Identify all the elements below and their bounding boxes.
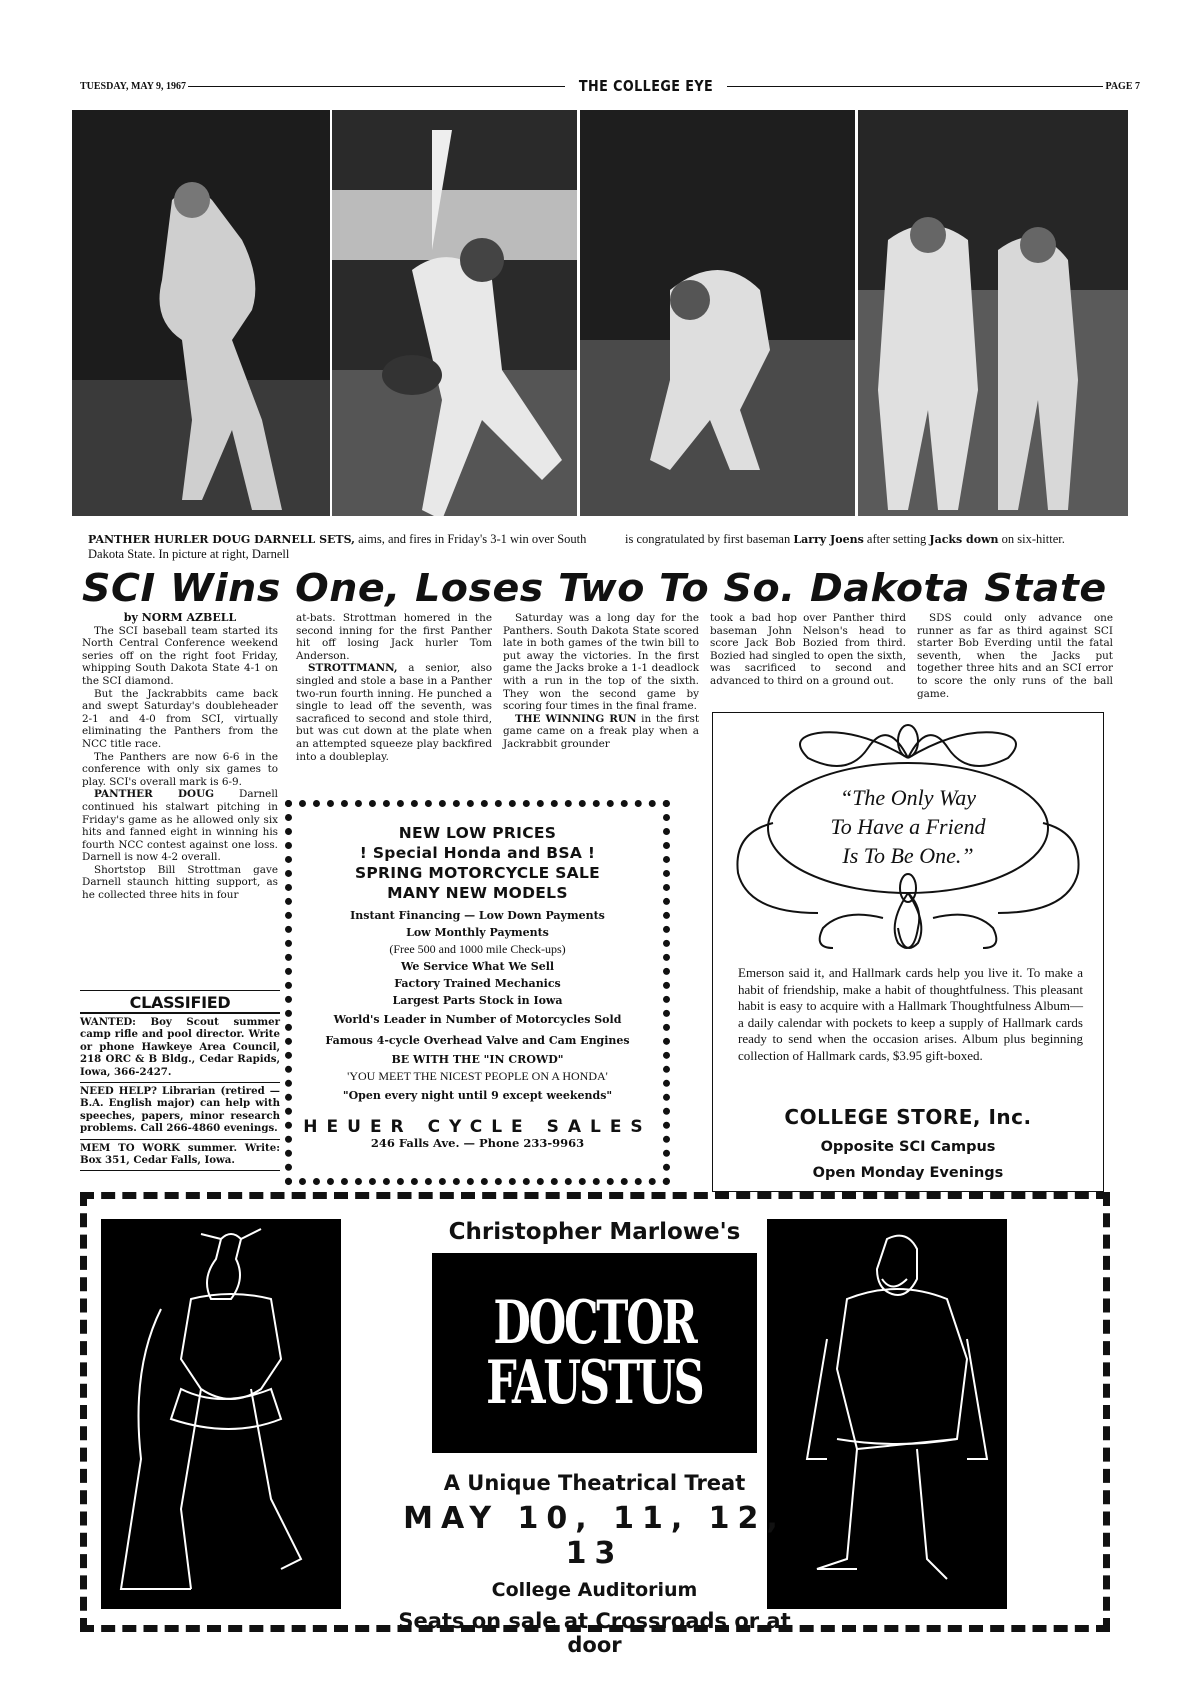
ad-line: BE WITH THE "IN CROWD" [391, 1053, 564, 1066]
ad-line: Factory Trained Mechanics [394, 977, 561, 990]
classified-ad: NEED HELP? Librarian (retired — B.A. English major) can help with speeches, papers, minor research problems. Call 266-4860 evenings. [80, 1083, 280, 1140]
ad-line: (Free 500 and 1000 mile Check-ups) [389, 942, 566, 956]
author-name: Christopher Marlowe's [448, 1219, 741, 1245]
paragraph: took a bad hop over Panther third baseman John Nelson's head to score Jack Bob Bozied from third. Bozied had singled to open the sixth, was sacrificed to second and advanced to third on a ground out. [710, 612, 906, 687]
caption-name: Larry Joens [793, 533, 864, 546]
byline: by NORM AZBELL [123, 611, 237, 624]
play-title-line: FAUSTUS [486, 1348, 703, 1418]
dealer-name: HEUER CYCLE SALES [303, 1117, 652, 1137]
hallmark-advertisement [712, 712, 1104, 1192]
ad-slogan: 'YOU MEET THE NICEST PEOPLE ON A HONDA' [347, 1069, 608, 1083]
hallmark-quote [713, 783, 1103, 870]
quote-line: “The Only Way [839, 785, 977, 810]
article-column-5 [917, 612, 1113, 700]
paragraph [503, 713, 699, 751]
ad-line: Low Monthly Payments [406, 926, 549, 939]
paragraph: Saturday was a long day for the Panthers. South Dakota State scored late in both games of the twin bill to put away the victories. In the first game the Jacks broke a 1-1 deadlock with a run in the top of the sixth. They won the second game by scoring four times in the final frame. [503, 612, 699, 713]
masthead-rule [188, 86, 565, 87]
ad-line: We Service What We Sell [400, 960, 555, 973]
classified-title: CLASSIFIED [80, 990, 280, 1014]
caption-name: Jacks down [929, 533, 999, 546]
caption-text: on six-hitter. [998, 532, 1065, 546]
ad-headline: SPRING MOTORCYCLE SALE [354, 864, 601, 882]
newspaper-title: THE COLLEGE EYE [578, 77, 713, 95]
paragraph-text: a senior, also singled and stole a base in a Panther two-run fourth inning. He punched a single to lead off the seventh, was sacraficed to second and stole third, but was cut down at the plate when an attempted squeeze play backfired into a doubleplay. [296, 662, 492, 763]
ad-line: Largest Parts Stock in Iowa [392, 994, 563, 1007]
ad-hours: "Open every night until 9 except weekends" [342, 1089, 613, 1102]
masthead [80, 77, 1140, 95]
dealer-address: 246 Falls Ave. — Phone 233-9963 [370, 1136, 585, 1150]
masthead-rule [727, 86, 1104, 87]
store-name: COLLEGE STORE, Inc. [784, 1105, 1032, 1129]
quote-line: To Have a Friend [830, 814, 986, 839]
article-column-4 [710, 612, 906, 688]
caption-text: is congratulated by first baseman [625, 532, 794, 546]
ad-headline: NEW LOW PRICES [398, 824, 557, 842]
faustus-illustration [767, 1219, 1007, 1609]
classified-ad: MEM TO WORK summer. Write: Box 351, Cedar Falls, Iowa. [80, 1140, 280, 1172]
doctor-faustus-advertisement [80, 1192, 1110, 1657]
paragraph: But the Jackrabbits came back and swept Saturday's doubleheader 2-1 and 4-0 from SCI, virtually eliminating the Panthers from the NCC title race. [82, 687, 278, 750]
paragraph [82, 788, 278, 864]
quote-line: Is To Be One.” [842, 843, 974, 868]
paragraph: The SCI baseball team started its North Central Conference weekend series off on the right foot Friday, whipping South Dakota State 4-1 on the SCI diamond. [82, 624, 278, 687]
ad-headline: ! Special Honda and BSA ! [359, 844, 596, 862]
honda-advertisement [285, 800, 670, 1185]
article-column-2 [296, 612, 492, 763]
paragraph-text: Darnell continued his stalwart pitching in Friday's game as he allowed only six hits and fanned eight in winning his fourth NCC contest against one loss. Darnell is now 4-2 overall. [82, 788, 278, 864]
photo-pitcher-set [72, 110, 330, 516]
store-hours: Open Monday Evenings [812, 1165, 1004, 1181]
hallmark-copy: Emerson said it, and Hallmark cards help you live it. To make a habit of friendship, make a habit of thoughtfulness. This pleasant habit is easy to acquire with a Hallmark Thoughtfulness Album—a daily calendar with pockets to keep a supply of Hallmark cards ready to send when the occasion arises. Album plus beginning collection of Hallmark cards, $3.95 gift-boxed. [738, 965, 1083, 1063]
ticket-info: Seats on sale at Crossroads or at door [398, 1609, 791, 1657]
paragraph [296, 662, 492, 763]
caption-text: aims, and fires in Friday's 3-1 win over South Dakota State. In picture at right, Darnell [88, 532, 587, 561]
faustus-ad-copy [392, 1219, 797, 1657]
article-headline: SCI Wins One, Loses Two To So. Dakota State [82, 566, 1107, 610]
photo-caption-right [625, 532, 1115, 547]
paragraph-lead: STROTTMANN, [308, 662, 398, 675]
paragraph: The Panthers are now 6-6 in the conference with only six games to play. SCI's overall mark is 6-9. [82, 750, 278, 788]
ad-headline: MANY NEW MODELS [387, 884, 568, 902]
play-title-box [432, 1253, 757, 1453]
issue-date: TUESDAY, MAY 9, 1967 [80, 80, 187, 92]
page-number: PAGE 7 [1105, 80, 1141, 92]
ad-line: World's Leader in Number of Motorcycles Sold [333, 1013, 622, 1026]
classified-section [80, 990, 280, 1171]
paragraph-lead: PANTHER DOUG [94, 788, 215, 801]
store-location: Opposite SCI Campus [820, 1139, 996, 1155]
ad-tagline: A Unique Theatrical Treat [443, 1471, 746, 1495]
paragraph: SDS could only advance one runner as far as third against SCI starter Bob Everding until the fatal seventh, when the Jacks put together three hits and an SCI error to score the only runs of the ball game. [917, 612, 1113, 700]
paragraph: at-bats. Strottman homered in the second inning for the first Panther hit off losing Jack hurler Tom Anderson. [296, 612, 492, 662]
mephistopheles-illustration [101, 1219, 341, 1609]
article-column-1 [82, 612, 278, 902]
ad-line: Instant Financing — Low Down Payments [350, 909, 605, 922]
caption-lead: PANTHER HURLER DOUG DARNELL SETS, [88, 533, 355, 546]
photo-caption-left [88, 532, 588, 561]
paragraph: Shortstop Bill Strottman gave Darnell staunch hitting support, as he collected three hits in four [82, 863, 278, 902]
classified-ad: WANTED: Boy Scout summer camp rifle and pool director. Write or phone Hawkeye Area Council, 218 ORC & B Bldg., Cedar Rapids, Iowa, 366-2427. [80, 1014, 280, 1083]
photo-congratulations [858, 110, 1128, 516]
venue: College Auditorium [491, 1579, 698, 1601]
caption-text: after setting [863, 532, 930, 546]
play-title-line: DOCTOR [493, 1288, 696, 1358]
paragraph-text: in the first game came on a freak play when a Jackrabbit grounder [503, 712, 699, 750]
article-column-3 [503, 612, 699, 751]
photo-pitcher-aim [332, 110, 577, 516]
ad-line: Famous 4-cycle Overhead Valve and Cam Engines [325, 1034, 630, 1047]
paragraph-lead: THE WINNING RUN [515, 712, 637, 725]
photo-pitcher-fire [580, 110, 855, 516]
performance-dates: MAY 10, 11, 12, 13 [403, 1501, 786, 1571]
